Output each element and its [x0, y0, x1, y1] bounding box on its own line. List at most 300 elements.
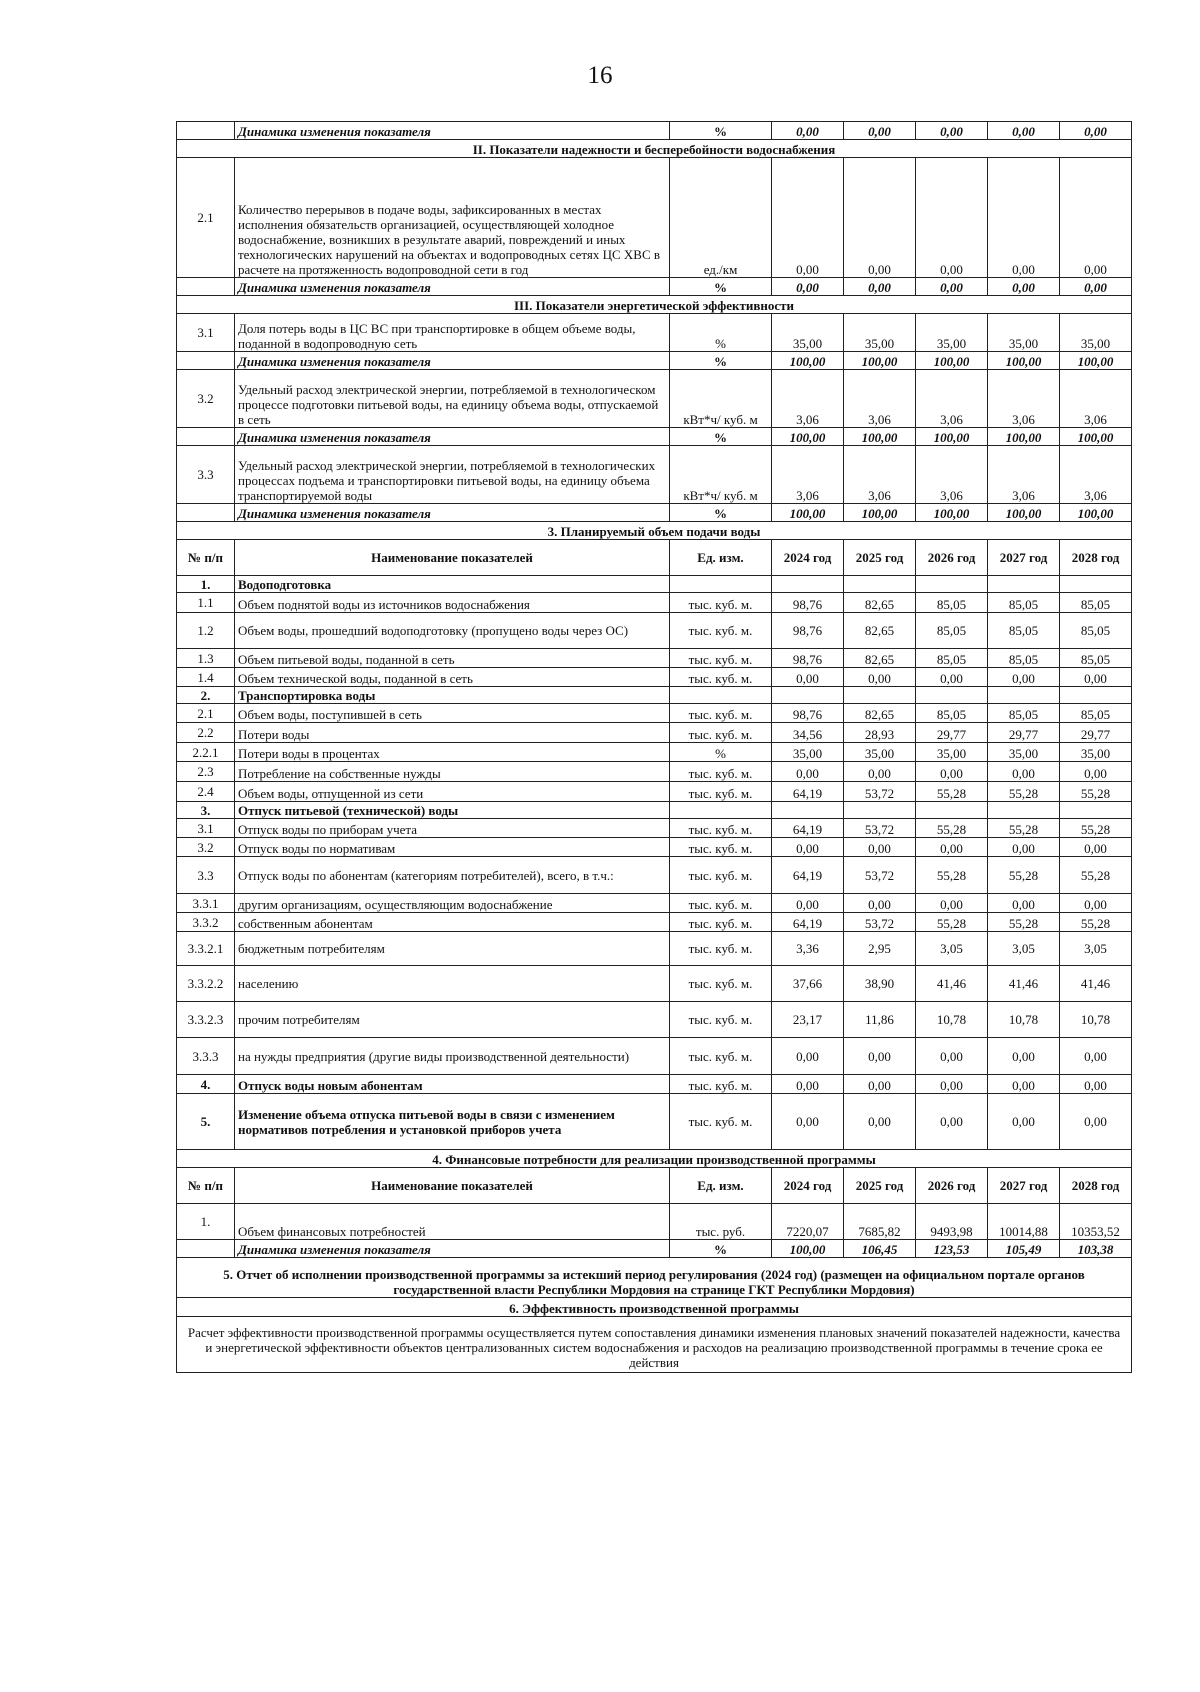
- section-3-title: [177, 522, 1132, 540]
- row-number: [177, 1240, 235, 1258]
- value-cell: 0,00: [772, 1094, 844, 1150]
- section-6-title: [177, 1298, 1132, 1317]
- value-cell: 98,76: [772, 593, 844, 613]
- table-row: [177, 762, 1132, 782]
- value-cell: 100,00: [1060, 428, 1132, 446]
- empty-cell: [772, 802, 844, 819]
- header-name: Наименование показателей: [235, 1168, 670, 1204]
- value-cell: 35,00: [916, 743, 988, 762]
- value-cell: 35,00: [988, 314, 1060, 352]
- value-cell: 3,06: [1060, 446, 1132, 504]
- value-cell: 0,00: [988, 1075, 1060, 1094]
- section-ii-title: [177, 140, 1132, 158]
- value-cell: 3,06: [916, 446, 988, 504]
- table-row: [177, 1075, 1132, 1094]
- value-cell: 100,00: [772, 428, 844, 446]
- header-year: 2026 год: [916, 540, 988, 576]
- value-cell: 100,00: [1060, 504, 1132, 522]
- value-cell: 41,46: [916, 966, 988, 1002]
- value-cell: 0,00: [772, 668, 844, 687]
- row-name: Доля потерь воды в ЦС ВС при транспортировке в общем объеме воды, поданной в водопроводную сеть: [235, 314, 670, 352]
- header-year: 2027 год: [988, 540, 1060, 576]
- row-number: 2.1: [177, 704, 235, 723]
- production-program-table: [176, 121, 1132, 1373]
- row-name: бюджетным потребителям: [235, 932, 670, 966]
- value-cell: 35,00: [916, 314, 988, 352]
- table-row: [177, 838, 1132, 857]
- value-cell: 0,00: [988, 1038, 1060, 1075]
- unit-cell: тыс. руб.: [670, 1204, 772, 1240]
- row-name: Потребление на собственные нужды: [235, 762, 670, 782]
- dynamic-row: [177, 1240, 1132, 1258]
- empty-cell: [670, 802, 772, 819]
- value-cell: 3,05: [916, 932, 988, 966]
- group-row: [177, 802, 1132, 819]
- empty-cell: [916, 802, 988, 819]
- row-number: [177, 504, 235, 522]
- value-cell: 0,00: [1060, 838, 1132, 857]
- value-cell: 29,77: [988, 723, 1060, 743]
- empty-cell: [772, 576, 844, 593]
- table-row: [177, 649, 1132, 668]
- value-cell: 0,00: [916, 1075, 988, 1094]
- unit-cell: тыс. куб. м.: [670, 1094, 772, 1150]
- value-cell: 3,36: [772, 932, 844, 966]
- dynamic-row: [177, 504, 1132, 522]
- row-name: Потери воды: [235, 723, 670, 743]
- value-cell: 100,00: [1060, 352, 1132, 370]
- value-cell: 29,77: [916, 723, 988, 743]
- value-cell: 23,17: [772, 1002, 844, 1038]
- value-cell: 85,05: [988, 593, 1060, 613]
- empty-cell: [1060, 576, 1132, 593]
- page-number: 16: [587, 62, 613, 89]
- value-cell: 3,06: [988, 446, 1060, 504]
- value-cell: 0,00: [844, 1038, 916, 1075]
- table-row: [177, 743, 1132, 762]
- value-cell: 0,00: [916, 1094, 988, 1150]
- value-cell: 55,28: [1060, 913, 1132, 932]
- value-cell: 55,28: [988, 857, 1060, 894]
- value-cell: 0,00: [988, 158, 1060, 278]
- value-cell: 35,00: [772, 743, 844, 762]
- header-year: 2026 год: [916, 1168, 988, 1204]
- unit-cell: тыс. куб. м.: [670, 782, 772, 802]
- value-cell: 0,00: [916, 838, 988, 857]
- unit-cell: тыс. куб. м.: [670, 838, 772, 857]
- empty-cell: [988, 687, 1060, 704]
- value-cell: 35,00: [1060, 314, 1132, 352]
- row-name: Удельный расход электрической энергии, потребляемой в технологических процессах подъема и транспортировки питьевой воды, на единицу объема транспортируемой воды: [235, 446, 670, 504]
- row-number: 3.2: [177, 838, 235, 857]
- group-title: Транспортировка воды: [235, 687, 670, 704]
- value-cell: 100,00: [916, 352, 988, 370]
- value-cell: 85,05: [988, 649, 1060, 668]
- value-cell: 100,00: [916, 504, 988, 522]
- value-cell: 100,00: [988, 428, 1060, 446]
- row-number: 3.3.2: [177, 913, 235, 932]
- row-number: 3.3.2.2: [177, 966, 235, 1002]
- row-number: 2.1: [177, 158, 235, 278]
- unit-cell: %: [670, 743, 772, 762]
- row-number: 1.: [177, 1204, 235, 1240]
- value-cell: 55,28: [916, 819, 988, 838]
- value-cell: 0,00: [1060, 158, 1132, 278]
- value-cell: 7220,07: [772, 1204, 844, 1240]
- value-cell: 98,76: [772, 613, 844, 649]
- unit-cell: %: [670, 352, 772, 370]
- unit-cell: тыс. куб. м.: [670, 1075, 772, 1094]
- row-number: 1.3: [177, 649, 235, 668]
- value-cell: 0,00: [844, 762, 916, 782]
- value-cell: 55,28: [916, 782, 988, 802]
- value-cell: 100,00: [844, 504, 916, 522]
- value-cell: 0,00: [988, 668, 1060, 687]
- value-cell: 7685,82: [844, 1204, 916, 1240]
- row-name: Отпуск воды по абонентам (категориям потребителей), всего, в т.ч.:: [235, 857, 670, 894]
- value-cell: 64,19: [772, 857, 844, 894]
- value-cell: 10,78: [916, 1002, 988, 1038]
- row-number: 3.1: [177, 819, 235, 838]
- row-name: Количество перерывов в подаче воды, зафиксированных в местах исполнения обязательств организацией, осуществляющей холодное водоснабжение, возникших в результате аварий, повреждений и иных технологических нарушений на объектах и водопроводных сетях ЦС ХВС в расчете на протяженность водопроводной сети в год: [235, 158, 670, 278]
- empty-cell: [1060, 687, 1132, 704]
- unit-cell: тыс. куб. м.: [670, 1002, 772, 1038]
- dynamic-row: [177, 352, 1132, 370]
- value-cell: 85,05: [988, 613, 1060, 649]
- value-cell: 85,05: [1060, 704, 1132, 723]
- row-name: Динамика изменения показателя: [235, 428, 670, 446]
- dynamic-row: [177, 428, 1132, 446]
- section-title: Расчет эффективности производственной программы осуществляется путем сопоставления динамики изменения плановых значений показателей надежности, качества и энергетической эффективности объектов централизованных систем водоснабжения и расходов на реализацию производственной программы в течение срока ее действия: [177, 1317, 1132, 1373]
- header-year: 2024 год: [772, 1168, 844, 1204]
- value-cell: 0,00: [1060, 1075, 1132, 1094]
- value-cell: 98,76: [772, 704, 844, 723]
- section-4-title: [177, 1150, 1132, 1168]
- value-cell: 0,00: [1060, 668, 1132, 687]
- empty-cell: [670, 576, 772, 593]
- table-row: [177, 158, 1132, 278]
- value-cell: 29,77: [1060, 723, 1132, 743]
- value-cell: 0,00: [844, 668, 916, 687]
- row-number: 2.: [177, 687, 235, 704]
- value-cell: 0,00: [772, 1075, 844, 1094]
- row-name: собственным абонентам: [235, 913, 670, 932]
- value-cell: 98,76: [772, 649, 844, 668]
- header-year: 2025 год: [844, 540, 916, 576]
- value-cell: 0,00: [988, 1094, 1060, 1150]
- section-6-text: [177, 1317, 1132, 1373]
- value-cell: 0,00: [916, 158, 988, 278]
- row-number: 3.1: [177, 314, 235, 352]
- header-no: № п/п: [177, 540, 235, 576]
- value-cell: 34,56: [772, 723, 844, 743]
- value-cell: 103,38: [1060, 1240, 1132, 1258]
- unit-cell: тыс. куб. м.: [670, 704, 772, 723]
- value-cell: 0,00: [988, 838, 1060, 857]
- row-name: Динамика изменения показателя: [235, 278, 670, 296]
- table-row: [177, 782, 1132, 802]
- value-cell: 100,00: [772, 504, 844, 522]
- row-name: Динамика изменения показателя: [235, 352, 670, 370]
- header-unit: Ед. изм.: [670, 1168, 772, 1204]
- value-cell: 100,00: [772, 1240, 844, 1258]
- row-name: Динамика изменения показателя: [235, 1240, 670, 1258]
- value-cell: 0,00: [988, 278, 1060, 296]
- value-cell: 55,28: [1060, 819, 1132, 838]
- value-cell: 0,00: [772, 122, 844, 140]
- value-cell: 0,00: [772, 158, 844, 278]
- table-row: [177, 1094, 1132, 1150]
- row-number: 2.3: [177, 762, 235, 782]
- value-cell: 3,05: [1060, 932, 1132, 966]
- value-cell: 85,05: [916, 613, 988, 649]
- row-name: Динамика изменения показателя: [235, 504, 670, 522]
- unit-cell: тыс. куб. м.: [670, 593, 772, 613]
- unit-cell: тыс. куб. м.: [670, 613, 772, 649]
- section-title: 4. Финансовые потребности для реализации производственной программы: [177, 1150, 1132, 1168]
- unit-cell: тыс. куб. м.: [670, 1038, 772, 1075]
- value-cell: 64,19: [772, 913, 844, 932]
- value-cell: 0,00: [844, 1094, 916, 1150]
- value-cell: 9493,98: [916, 1204, 988, 1240]
- row-number: 3.3.2.1: [177, 932, 235, 966]
- row-name: Отпуск воды новым абонентам: [235, 1075, 670, 1094]
- unit-cell: %: [670, 504, 772, 522]
- value-cell: 64,19: [772, 782, 844, 802]
- value-cell: 53,72: [844, 913, 916, 932]
- value-cell: 41,46: [1060, 966, 1132, 1002]
- table-row: [177, 613, 1132, 649]
- row-name: Объем воды, прошедший водоподготовку (пропущено воды через ОС): [235, 613, 670, 649]
- row-number: 1.1: [177, 593, 235, 613]
- table-row: [177, 370, 1132, 428]
- section-5-title: [177, 1258, 1132, 1298]
- value-cell: 0,00: [844, 278, 916, 296]
- value-cell: 35,00: [1060, 743, 1132, 762]
- unit-cell: %: [670, 278, 772, 296]
- value-cell: 82,65: [844, 593, 916, 613]
- value-cell: 3,06: [772, 446, 844, 504]
- value-cell: 100,00: [916, 428, 988, 446]
- table-row: [177, 704, 1132, 723]
- unit-cell: %: [670, 122, 772, 140]
- value-cell: 82,65: [844, 649, 916, 668]
- row-name: Изменение объема отпуска питьевой воды в связи с изменением нормативов потребления и установкой приборов учета: [235, 1094, 670, 1150]
- value-cell: 100,00: [844, 352, 916, 370]
- value-cell: 55,28: [1060, 857, 1132, 894]
- value-cell: 41,46: [988, 966, 1060, 1002]
- value-cell: 10353,52: [1060, 1204, 1132, 1240]
- unit-cell: %: [670, 428, 772, 446]
- table-row: [177, 1204, 1132, 1240]
- empty-cell: [772, 687, 844, 704]
- table-row: [177, 913, 1132, 932]
- value-cell: 85,05: [1060, 593, 1132, 613]
- value-cell: 123,53: [916, 1240, 988, 1258]
- value-cell: 100,00: [988, 352, 1060, 370]
- value-cell: 0,00: [844, 894, 916, 913]
- row-number: 3.3.2.3: [177, 1002, 235, 1038]
- section-iii-title: [177, 296, 1132, 314]
- unit-cell: %: [670, 314, 772, 352]
- value-cell: 0,00: [988, 762, 1060, 782]
- row-name: Потери воды в процентах: [235, 743, 670, 762]
- section-title: III. Показатели энергетической эффективности: [177, 296, 1132, 314]
- header-row: [177, 1168, 1132, 1204]
- header-year: 2027 год: [988, 1168, 1060, 1204]
- value-cell: 0,00: [844, 1075, 916, 1094]
- unit-cell: %: [670, 1240, 772, 1258]
- empty-cell: [988, 576, 1060, 593]
- value-cell: 0,00: [916, 894, 988, 913]
- value-cell: 0,00: [844, 838, 916, 857]
- row-number: 2.2: [177, 723, 235, 743]
- row-number: [177, 352, 235, 370]
- row-name: на нужды предприятия (другие виды производственной деятельности): [235, 1038, 670, 1075]
- value-cell: 0,00: [916, 762, 988, 782]
- value-cell: 0,00: [1060, 762, 1132, 782]
- row-number: [177, 428, 235, 446]
- row-name: прочим потребителям: [235, 1002, 670, 1038]
- table-row: [177, 966, 1132, 1002]
- row-number: [177, 278, 235, 296]
- value-cell: 0,00: [844, 122, 916, 140]
- value-cell: 82,65: [844, 613, 916, 649]
- value-cell: 3,06: [916, 370, 988, 428]
- unit-cell: тыс. куб. м.: [670, 966, 772, 1002]
- group-title: Отпуск питьевой (технической) воды: [235, 802, 670, 819]
- row-number: 3.3.1: [177, 894, 235, 913]
- value-cell: 0,00: [1060, 122, 1132, 140]
- header-year: 2024 год: [772, 540, 844, 576]
- value-cell: 3,06: [844, 446, 916, 504]
- value-cell: 38,90: [844, 966, 916, 1002]
- value-cell: 3,06: [1060, 370, 1132, 428]
- value-cell: 0,00: [844, 158, 916, 278]
- header-year: 2028 год: [1060, 1168, 1132, 1204]
- value-cell: 85,05: [916, 593, 988, 613]
- header-year: 2025 год: [844, 1168, 916, 1204]
- value-cell: 35,00: [988, 743, 1060, 762]
- value-cell: 85,05: [916, 649, 988, 668]
- value-cell: 55,28: [1060, 782, 1132, 802]
- row-number: 3.3: [177, 857, 235, 894]
- value-cell: 85,05: [916, 704, 988, 723]
- table-row: [177, 314, 1132, 352]
- empty-cell: [916, 576, 988, 593]
- value-cell: 35,00: [844, 743, 916, 762]
- value-cell: 53,72: [844, 857, 916, 894]
- value-cell: 85,05: [1060, 613, 1132, 649]
- table-row: [177, 819, 1132, 838]
- empty-cell: [670, 687, 772, 704]
- value-cell: 3,05: [988, 932, 1060, 966]
- value-cell: 35,00: [772, 314, 844, 352]
- value-cell: 100,00: [988, 504, 1060, 522]
- section-title: 3. Планируемый объем подачи воды: [177, 522, 1132, 540]
- value-cell: 0,00: [916, 278, 988, 296]
- unit-cell: тыс. куб. м.: [670, 668, 772, 687]
- row-number: 1.2: [177, 613, 235, 649]
- unit-cell: тыс. куб. м.: [670, 894, 772, 913]
- row-number: 2.2.1: [177, 743, 235, 762]
- value-cell: 55,28: [988, 819, 1060, 838]
- row-name: Отпуск воды по нормативам: [235, 838, 670, 857]
- empty-cell: [844, 802, 916, 819]
- row-number: 3.2: [177, 370, 235, 428]
- unit-cell: тыс. куб. м.: [670, 649, 772, 668]
- row-name: Удельный расход электрической энергии, потребляемой в технологическом процессе подготовки питьевой воды, на единицу объема воды, отпускаемой в сеть: [235, 370, 670, 428]
- value-cell: 37,66: [772, 966, 844, 1002]
- value-cell: 55,28: [916, 857, 988, 894]
- empty-cell: [916, 687, 988, 704]
- value-cell: 85,05: [988, 704, 1060, 723]
- table-row: [177, 668, 1132, 687]
- value-cell: 3,06: [844, 370, 916, 428]
- row-number: 2.4: [177, 782, 235, 802]
- row-name: Объем технической воды, поданной в сеть: [235, 668, 670, 687]
- value-cell: 0,00: [988, 894, 1060, 913]
- table-row: [177, 894, 1132, 913]
- row-number: [177, 122, 235, 140]
- value-cell: 0,00: [916, 122, 988, 140]
- value-cell: 0,00: [772, 894, 844, 913]
- value-cell: 0,00: [1060, 1094, 1132, 1150]
- empty-cell: [988, 802, 1060, 819]
- value-cell: 10,78: [1060, 1002, 1132, 1038]
- section-title: II. Показатели надежности и бесперебойности водоснабжения: [177, 140, 1132, 158]
- table-row: [177, 723, 1132, 743]
- unit-cell: тыс. куб. м.: [670, 723, 772, 743]
- row-number: 4.: [177, 1075, 235, 1094]
- dynamic-row: [177, 278, 1132, 296]
- row-name: Объем воды, поступившей в сеть: [235, 704, 670, 723]
- row-number: 1.: [177, 576, 235, 593]
- value-cell: 82,65: [844, 704, 916, 723]
- table-row: [177, 932, 1132, 966]
- value-cell: 0,00: [772, 1038, 844, 1075]
- value-cell: 55,28: [988, 913, 1060, 932]
- value-cell: 0,00: [916, 1038, 988, 1075]
- table-row: [177, 1002, 1132, 1038]
- row-number: 3.3.3: [177, 1038, 235, 1075]
- value-cell: 64,19: [772, 819, 844, 838]
- value-cell: 0,00: [988, 122, 1060, 140]
- value-cell: 85,05: [1060, 649, 1132, 668]
- unit-cell: кВт*ч/ куб. м: [670, 446, 772, 504]
- empty-cell: [1060, 802, 1132, 819]
- value-cell: 0,00: [772, 838, 844, 857]
- value-cell: 0,00: [1060, 1038, 1132, 1075]
- value-cell: 55,28: [988, 782, 1060, 802]
- value-cell: 3,06: [988, 370, 1060, 428]
- row-number: 1.4: [177, 668, 235, 687]
- row-name: Отпуск воды по приборам учета: [235, 819, 670, 838]
- section-title: 5. Отчет об исполнении производственной программы за истекший период регулирования (2024 год) (размещен на официальном портале органов государственной власти Республики Мордовия на странице ГКТ Республики Мордовия): [177, 1258, 1132, 1298]
- row-name: Объем финансовых потребностей: [235, 1204, 670, 1240]
- table-row: [177, 857, 1132, 894]
- unit-cell: тыс. куб. м.: [670, 913, 772, 932]
- value-cell: 2,95: [844, 932, 916, 966]
- row-name: Динамика изменения показателя: [235, 122, 670, 140]
- value-cell: 105,49: [988, 1240, 1060, 1258]
- value-cell: 10,78: [988, 1002, 1060, 1038]
- value-cell: 53,72: [844, 819, 916, 838]
- group-row: [177, 687, 1132, 704]
- header-no: № п/п: [177, 1168, 235, 1204]
- unit-cell: тыс. куб. м.: [670, 857, 772, 894]
- row-name: Объем воды, отпущенной из сети: [235, 782, 670, 802]
